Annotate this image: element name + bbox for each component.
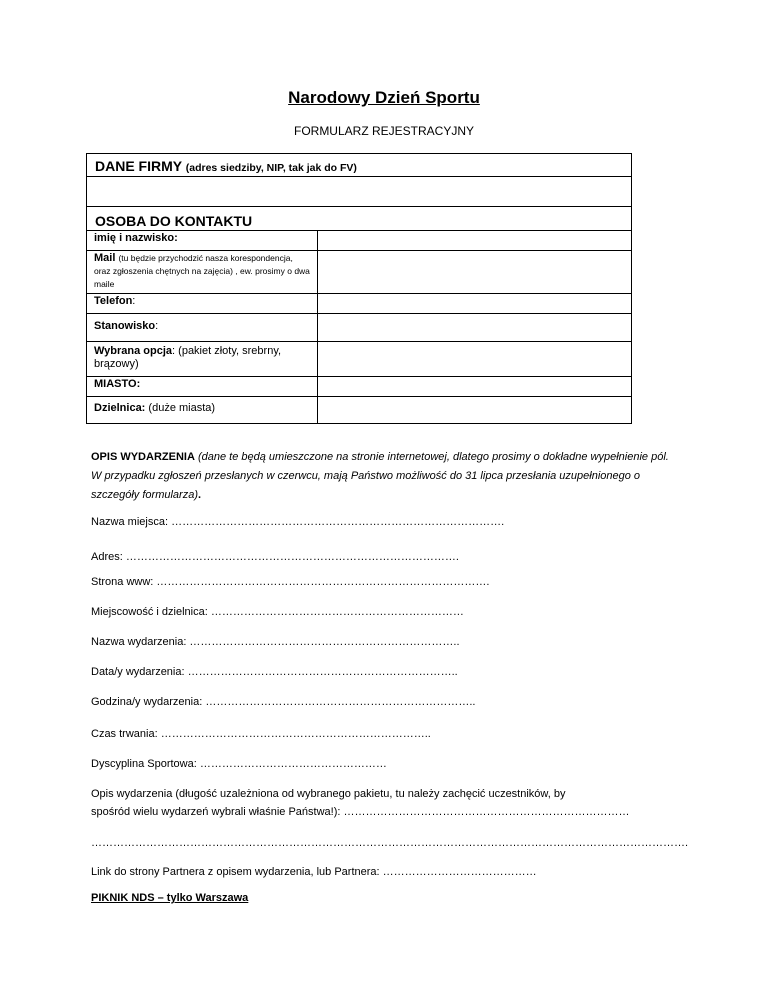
option-row	[87, 342, 631, 377]
district-label: Dzielnica:	[94, 402, 146, 414]
field-event-date[interactable]: Data/y wydarzenia: ………………………………………………………………..	[91, 666, 458, 678]
name-field[interactable]	[318, 231, 631, 250]
mail-cell	[87, 251, 318, 293]
field-partner-link[interactable]: Link do strony Partnera z opisem wydarzenia, lub Partnera: ……………………………………	[91, 866, 537, 878]
position-label: Stanowisko	[94, 320, 156, 332]
page-title: Narodowy Dzień Sportu	[288, 88, 480, 107]
position-cell: Stanowisko:	[87, 314, 318, 341]
event-desc-dots[interactable]: ……………………………………………………………………………………………………………………………………………….	[91, 837, 689, 849]
district-row	[87, 397, 631, 423]
field-event-time[interactable]: Godzina/y wydarzenia: ………………………………………………………………..	[91, 696, 476, 708]
event-desc-line-1: Opis wydarzenia (długość uzależniona od wybranego pakietu, tu należy zachęcić uczestników, by	[91, 788, 566, 800]
phone-row	[87, 294, 631, 314]
field-duration[interactable]: Czas trwania: ………………………………………………………………..	[91, 728, 431, 740]
event-description-end: .	[197, 489, 202, 501]
mail-note: (tu będzie przychodzić nasza korespondencja, oraz zgłoszenia chętnych na zajęcia) , ew. prosimy o dwa maile	[94, 253, 310, 289]
company-header-label: DANE FIRMY	[95, 158, 182, 174]
mail-label: Mail	[94, 252, 116, 264]
city-field[interactable]	[318, 377, 631, 396]
field-city-district[interactable]: Miejscowość i dzielnica: ……………………………………………………………	[91, 606, 464, 618]
mail-field[interactable]	[318, 251, 631, 293]
mail-row	[87, 251, 631, 294]
contact-header: OSOBA DO KONTAKTU	[87, 207, 631, 231]
option-label: Wybrana opcja	[94, 345, 173, 357]
phone-label: Telefon	[94, 295, 133, 307]
field-event-name[interactable]: Nazwa wydarzenia: ………………………………………………………………..	[91, 636, 460, 648]
company-data-field[interactable]	[87, 177, 631, 207]
district-field[interactable]	[318, 397, 631, 423]
page-subtitle: FORMULARZ REJESTRACYJNY	[293, 124, 475, 138]
event-description-text: (dane te będą umieszczone na stronie internetowej, dlatego prosimy o dokładne wypełnienie pól. W przypadku zgłoszeń przesłanych w czerwcu, mają Państwo możliwość do 31 lipca przesłania uzupełnionego o szczegóły formularza)	[91, 451, 669, 501]
piknik-heading: PIKNIK NDS – tylko Warszawa	[91, 892, 249, 904]
company-header	[87, 154, 631, 177]
field-place-name[interactable]: Nazwa miejsca: ……………………………………………………………………………….	[91, 516, 505, 528]
district-note: (duże miasta)	[148, 402, 216, 414]
name-row	[87, 231, 631, 251]
option-cell	[87, 342, 318, 376]
registration-table	[86, 153, 632, 424]
phone-field[interactable]	[318, 294, 631, 313]
city-row	[87, 377, 631, 397]
option-field[interactable]	[318, 342, 631, 376]
phone-cell: Telefon:	[87, 294, 318, 313]
field-sport[interactable]: Dyscyplina Sportowa: ……………………………………………	[91, 758, 387, 770]
field-website[interactable]: Strona www: ……………………………………………………………………………….	[91, 576, 490, 588]
city-label: MIASTO:	[87, 377, 318, 396]
company-header-note: (adres siedziby, NIP, tak jak do FV)	[185, 162, 357, 174]
position-field[interactable]	[318, 314, 631, 341]
position-row	[87, 314, 631, 342]
event-description-heading: OPIS WYDARZENIA	[91, 451, 195, 463]
field-address[interactable]: Adres: ……………………………………………………………………………….	[91, 551, 459, 563]
district-cell	[87, 397, 318, 423]
name-label: imię i nazwisko:	[87, 231, 318, 250]
event-description-intro	[91, 448, 681, 505]
option-note: : (pakiet złoty, srebrny, brązowy)	[94, 345, 282, 370]
event-desc-line-2[interactable]: spośród wielu wydarzeń wybrali właśnie Państwa!): ……………………………………………………………………	[91, 806, 630, 818]
